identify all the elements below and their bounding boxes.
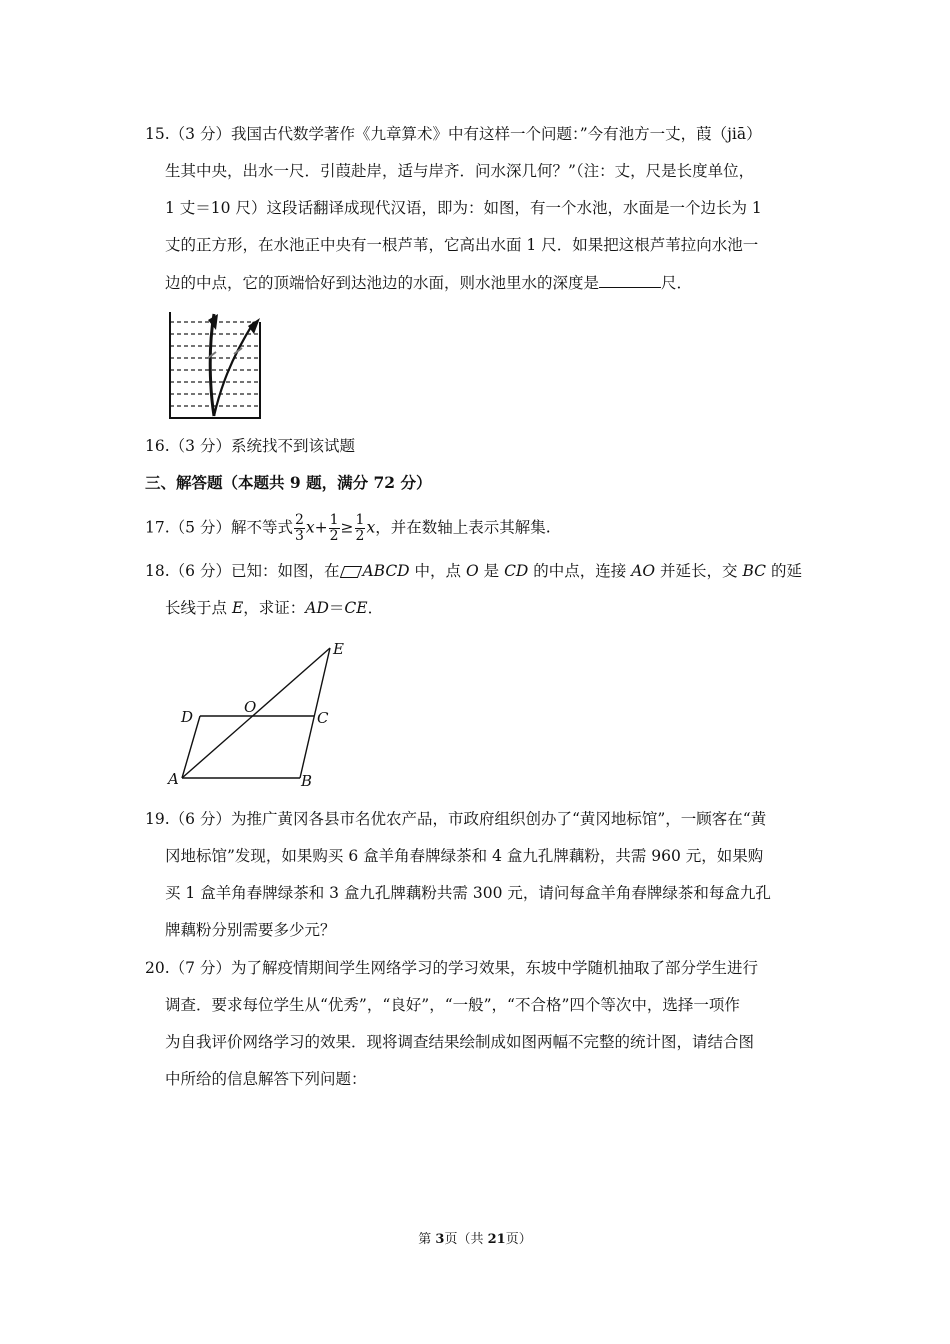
q19-line-1: 19.（6 分）为推广黄冈各县市名优农产品，市政府组织创办了“黄冈地标馆”，一顾客在“黄 bbox=[145, 810, 767, 828]
q15-line-5-unit: 尺． bbox=[661, 274, 693, 292]
label-o: O bbox=[244, 698, 257, 716]
fraction-2-3 bbox=[294, 513, 305, 544]
q18-bc: BC bbox=[742, 562, 767, 580]
q18-text: 的中点，连接 bbox=[528, 562, 632, 580]
page-footer bbox=[0, 1228, 950, 1247]
fraction-denominator: 3 bbox=[294, 528, 304, 544]
label-d: D bbox=[181, 708, 194, 726]
q20-line-4: 中所给的信息解答下列问题： bbox=[165, 1070, 367, 1088]
q15-line-4: 丈的正方形，在水池正中央有一根芦苇，它高出水面 1 尺．如果把这根芦苇拉向水池一 bbox=[165, 236, 759, 254]
q18-ao: AO bbox=[631, 562, 656, 580]
q17-geq: ≥ bbox=[340, 518, 354, 537]
footer-text: 页（共 bbox=[444, 1232, 488, 1247]
fraction-numerator: 1 bbox=[355, 512, 365, 528]
q20-line-3: 为自我评价网络学习的效果．现将调查结果绘制成如图两幅不完整的统计图，请结合图 bbox=[165, 1033, 755, 1051]
q18-abcd: ABCD bbox=[362, 562, 410, 580]
label-b: B bbox=[301, 772, 313, 788]
footer-text: 页） bbox=[505, 1232, 532, 1247]
q18-text: ，求证： bbox=[243, 599, 306, 617]
q17-line bbox=[145, 513, 551, 544]
q18-ad: AD bbox=[305, 599, 329, 617]
q20-line-2: 调查．要求每位学生从“优秀”，“良好”，“一般”，“不合格”四个等次中，选择一项作 bbox=[165, 996, 740, 1014]
q17-x: x bbox=[366, 518, 376, 537]
fraction-1-2-b bbox=[355, 513, 366, 544]
fraction-denominator: 2 bbox=[329, 528, 339, 544]
q20-line-1: 20.（7 分）为了解疫情期间学生网络学习的学习效果，东坡中学随机抽取了部分学生进行 bbox=[145, 959, 758, 977]
label-e: E bbox=[333, 640, 344, 658]
fraction-numerator: 2 bbox=[294, 512, 304, 528]
q18-text: 中，点 bbox=[409, 562, 466, 580]
total-page-count: 21 bbox=[487, 1232, 506, 1247]
current-page-number: 3 bbox=[435, 1232, 445, 1247]
q15-line-5-text: 边的中点，它的顶端恰好到达池边的水面，则水池里水的深度是 bbox=[165, 274, 600, 292]
parallelogram-figure bbox=[160, 636, 360, 788]
q19-line-2: 冈地标馆”发现，如果购买 6 盒羊角春牌绿茶和 4 盒九孔牌藕粉，共需 960 元，如果购 bbox=[165, 847, 764, 865]
q18-point-e: E bbox=[231, 599, 244, 617]
q19-line-3: 买 1 盒羊角春牌绿茶和 3 盒九孔牌藕粉共需 300 元，请问每盒羊角春牌绿茶和每盒九孔 bbox=[165, 884, 771, 902]
q18-point-o: O bbox=[465, 562, 479, 580]
q18-text: 长线于点 bbox=[165, 599, 232, 617]
q19-line-4: 牌藕粉分别需要多少元？ bbox=[165, 921, 336, 939]
q15-line-2: 生其中央，出水一尺．引葭赴岸，适与岸齐．问水深几何？”（注：丈，尺是长度单位， bbox=[165, 162, 755, 180]
q17-suffix: ，并在数轴上表示其解集. bbox=[375, 518, 551, 537]
q18-cd: CD bbox=[504, 562, 529, 580]
parallelogram-symbol bbox=[340, 566, 362, 578]
label-c: C bbox=[317, 709, 329, 727]
q15-line-5 bbox=[165, 273, 692, 293]
q17-prefix: 17.（5 分）解不等式 bbox=[145, 518, 293, 537]
section-3-heading: 三、解答题（本题共 9 题，满分 72 分） bbox=[145, 473, 432, 492]
q18-line-2 bbox=[165, 598, 383, 618]
q18-text: 的延 bbox=[766, 562, 802, 580]
q18-text: 并延长，交 bbox=[655, 562, 743, 580]
q15-line-1: 15.（3 分）我国古代数学著作《九章算术》中有这样一个问题：”今有池方一丈，葭（jiā） bbox=[145, 125, 762, 143]
label-a: A bbox=[168, 770, 179, 788]
q18-ce: CE bbox=[344, 599, 368, 617]
q15-line-3: 1 丈＝10 尺）这段话翻译成现代汉语，即为：如图，有一个水池，水面是一个边长为 1 bbox=[165, 199, 762, 217]
fraction-1-2-a bbox=[329, 513, 340, 544]
q18-text: 18.（6 分）已知：如图，在 bbox=[145, 562, 340, 580]
pond-reed-figure bbox=[168, 310, 264, 422]
q18-text: ． bbox=[367, 599, 384, 617]
q18-text: ＝ bbox=[328, 599, 345, 617]
fraction-numerator: 1 bbox=[329, 512, 339, 528]
footer-text: 第 bbox=[418, 1232, 436, 1247]
q17-x-plus: x+ bbox=[305, 518, 328, 537]
q16-line: 16.（3 分）系统找不到该试题 bbox=[145, 437, 355, 455]
q18-text: 是 bbox=[478, 562, 505, 580]
answer-blank bbox=[599, 273, 661, 288]
q18-line-1 bbox=[145, 561, 802, 581]
fraction-denominator: 2 bbox=[355, 528, 365, 544]
